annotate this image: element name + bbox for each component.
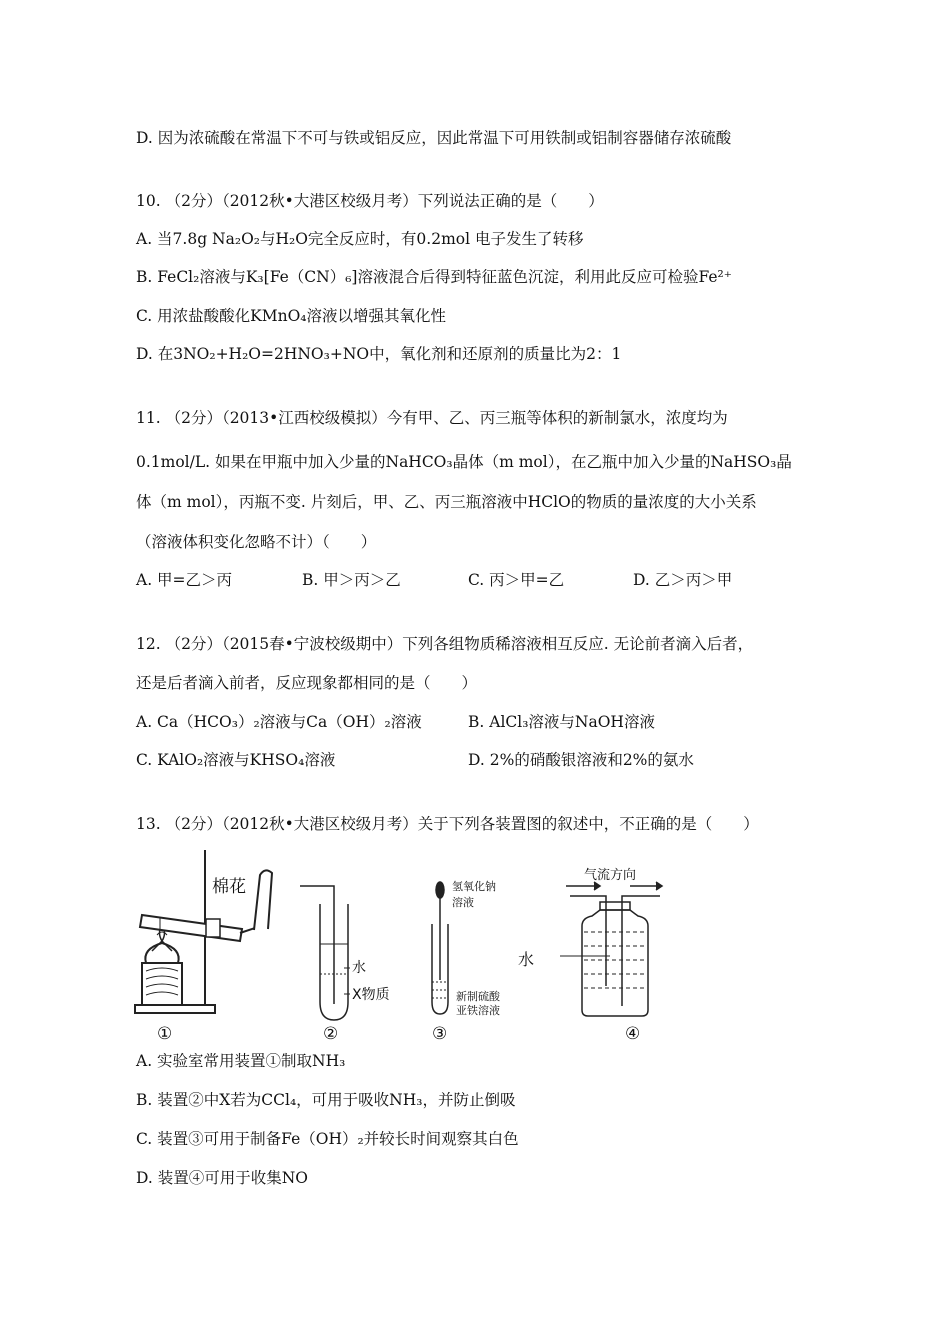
q10-stem: 10. （2分）（2012秋•大港区校级月考）下列说法正确的是（ ） [136, 192, 604, 210]
fig1-cotton-label: 棉花 [212, 877, 246, 897]
q12-stem-line2: 还是后者滴入前者，反应现象都相同的是（ ） [136, 674, 478, 692]
q12-option-d: D. 2%的硝酸银溶液和2%的氨水 [468, 751, 694, 769]
fig3-naoh-label-2: 溶液 [452, 896, 474, 909]
q11-option-a: A. 甲=乙＞丙 [136, 571, 233, 589]
q11-stem-line2: 0.1mol/L. 如果在甲瓶中加入少量的NaHCO₃晶体（m mol），在乙瓶中加入少量的NaHSO₃晶 [136, 453, 792, 471]
fig4-number: ④ [625, 1024, 641, 1044]
q11-stem-line1: 11. （2分）（2013•江西校级模拟）今有甲、乙、丙三瓶等体积的新制氯水，浓度均为 [136, 409, 728, 427]
fig2-number: ② [323, 1024, 339, 1044]
q11-option-d: D. 乙＞丙＞甲 [633, 571, 733, 589]
q13-option-b: B. 装置②中X若为CCl₄，可用于吸收NH₃，并防止倒吸 [136, 1091, 516, 1109]
q11-option-c: C. 丙＞甲=乙 [468, 571, 565, 589]
apparatus-1-figure [130, 845, 290, 1045]
q13-option-a: A. 实验室常用装置①制取NH₃ [136, 1052, 346, 1070]
q11-stem-line4: （溶液体积变化忽略不计）（ ） [136, 533, 377, 551]
q12-option-c: C. KAlO₂溶液与KHSO₄溶液 [136, 751, 336, 769]
q10-option-d: D. 在3NO₂+H₂O=2HNO₃+NO中，氧化剂和还原剂的质量比为2：1 [136, 345, 622, 363]
q10-option-a: A. 当7.8g Na₂O₂与H₂O完全反应时，有0.2mol 电子发生了转移 [136, 230, 584, 248]
q10-option-c: C. 用浓盐酸酸化KMnO₄溶液以增强其氧化性 [136, 307, 447, 325]
fig4-flow-label: 气流方向 [584, 868, 637, 883]
q13-stem: 13. （2分）（2012秋•大港区校级月考）关于下列各装置图的叙述中，不正确的是（ ） [136, 815, 759, 833]
fig3-feso4-label-1: 新制硫酸 [456, 990, 500, 1003]
apparatus-4-figure [560, 876, 670, 1026]
fig3-naoh-label-1: 氢氧化钠 [452, 880, 496, 893]
fig3-number: ③ [432, 1024, 448, 1044]
q10-option-b: B. FeCl₂溶液与K₃[Fe（CN）₆]溶液混合后得到特征蓝色沉淀，利用此反应可检验Fe²⁺ [136, 268, 732, 286]
apparatus-2-figure [290, 876, 350, 1026]
q13-option-c: C. 装置③可用于制备Fe（OH）₂并较长时间观察其白色 [136, 1130, 519, 1148]
q11-option-b: B. 甲＞丙＞乙 [302, 571, 401, 589]
q12-option-b: B. AlCl₃溶液与NaOH溶液 [468, 713, 655, 731]
q13-option-d: D. 装置④可用于收集NO [136, 1169, 308, 1187]
q9-option-d: D. 因为浓硫酸在常温下不可与铁或铝反应，因此常温下可用铁制或铝制容器储存浓硫酸 [136, 129, 732, 147]
fig2-x-label: X物质 [352, 987, 390, 1003]
q11-stem-line3: 体（m mol），丙瓶不变. 片刻后，甲、乙、丙三瓶溶液中HClO的物质的量浓度的大小关系 [136, 493, 757, 511]
q12-option-a: A. Ca（HCO₃）₂溶液与Ca（OH）₂溶液 [136, 713, 422, 731]
q12-stem-line1: 12. （2分）（2015春•宁波校级期中）下列各组物质稀溶液相互反应. 无论前者滴入后者， [136, 635, 754, 653]
fig3-feso4-label-2: 亚铁溶液 [456, 1004, 500, 1017]
fig1-number: ① [157, 1024, 173, 1044]
fig4-water-label: 水 [518, 950, 535, 969]
fig2-water-label: 水 [352, 960, 366, 976]
